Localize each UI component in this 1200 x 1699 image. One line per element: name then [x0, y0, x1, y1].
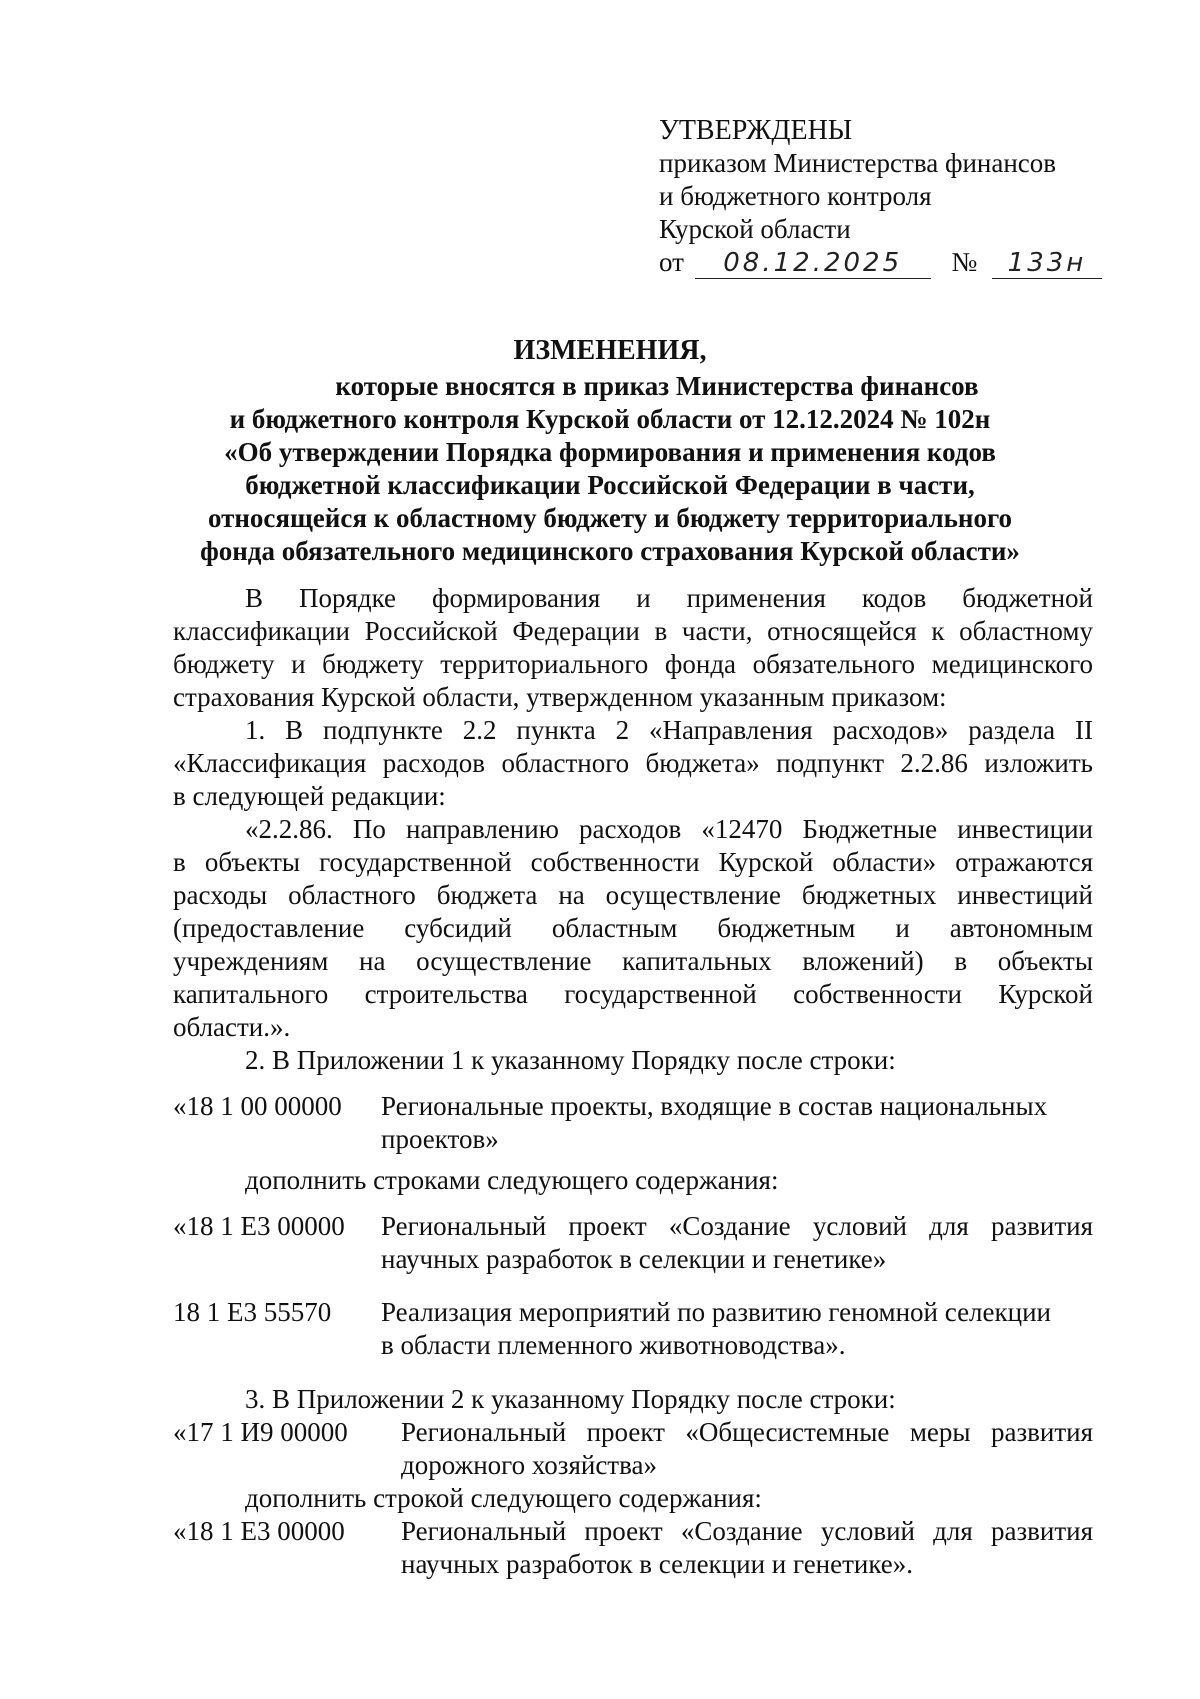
approval-date-line	[659, 246, 1119, 279]
description-line: Реализация мероприятий по развитию геномной селекции	[381, 1297, 1051, 1327]
intro-line: бюджету и бюджету территориального фонда обязательного медицинского	[173, 649, 1093, 679]
heading-line: относящейся к областному бюджету и бюджету территориального	[207, 503, 1013, 533]
description-line: научных разработок в селекции и генетике».	[401, 1549, 914, 1579]
supplement-rows-paragraph	[173, 1164, 1093, 1197]
item-3-paragraph	[173, 1383, 1093, 1416]
supplement-row-paragraph	[173, 1482, 1093, 1515]
quote-line: расходы областного бюджета на осуществление бюджетных инвестиций	[173, 880, 1093, 910]
item-2-line: 2. В Приложении 1 к указанному Порядку после строки:	[245, 1045, 896, 1075]
description-line: научных разработок в селекции и генетике»	[381, 1244, 887, 1274]
budget-code: «18 1 00 00000	[173, 1091, 342, 1121]
heading-line: бюджетной классификации Российской Федерации в части,	[245, 470, 975, 500]
budget-code: «17 1 И9 00000	[173, 1417, 348, 1447]
quote-line: в объекты государственной собственности Курской области» отражаются	[173, 847, 1093, 877]
heading-title: ИЗМЕНЕНИЯ,	[513, 335, 707, 366]
quote-line: области.».	[173, 1012, 291, 1042]
code-description	[381, 1090, 1093, 1156]
description-line: Региональный проект «Создание условий для развития	[381, 1211, 1093, 1241]
code-description	[401, 1515, 1093, 1581]
description-line: дорожного хозяйства»	[401, 1450, 657, 1480]
item-2-paragraph	[173, 1044, 1093, 1077]
quote-line: «2.2.86. По направлению расходов «12470 Бюджетные инвестиции	[245, 814, 1093, 844]
quoted-paragraph	[173, 813, 1093, 1044]
quote-line: учреждениям на осуществление капитальных вложений) в объекты	[173, 946, 1093, 976]
date-prefix: от	[659, 247, 684, 277]
intro-paragraph	[173, 582, 1093, 714]
approval-line-3: Курской области	[659, 214, 851, 244]
heading-line: и бюджетного контроля Курской области от 12.12.2024 № 102н	[229, 404, 991, 434]
item-1-line: в следующей редакции:	[173, 781, 446, 811]
heading-line: которые вносятся в приказ Министерства финансов	[335, 371, 979, 401]
intro-line: страхования Курской области, утвержденном указанным приказом:	[173, 682, 947, 712]
code-row	[173, 1515, 1093, 1581]
description-line: Региональные проекты, входящие в состав национальных	[381, 1091, 1048, 1121]
approval-line-1: приказом Министерства финансов	[659, 148, 1057, 178]
intro-line: классификации Российской Федерации в части, относящейся к областному	[173, 616, 1093, 646]
number-sign: №	[951, 247, 978, 277]
item-3-line: 3. В Приложении 2 к указанному Порядку после строки:	[245, 1384, 896, 1414]
budget-code: 18 1 E3 55570	[173, 1297, 332, 1327]
heading-line: «Об утверждении Порядка формирования и применения кодов	[224, 437, 996, 467]
handwritten-date: 08.12.2025	[695, 248, 931, 279]
budget-code: «18 1 E3 00000	[173, 1516, 345, 1546]
code-description	[381, 1210, 1093, 1276]
item-1-line: «Классификация расходов областного бюджета» подпункт 2.2.86 изложить	[173, 748, 1093, 778]
code-row	[173, 1210, 1093, 1276]
budget-code: «18 1 E3 00000	[173, 1211, 345, 1241]
supplement-line: дополнить строками следующего содержания:	[245, 1165, 779, 1195]
code-row	[173, 1296, 1093, 1362]
approval-line-2: и бюджетного контроля	[659, 181, 932, 211]
code-row	[173, 1090, 1093, 1156]
intro-line: В Порядке формирования и применения кодов бюджетной	[245, 583, 1093, 613]
approval-stamp-block	[659, 114, 1119, 279]
document-heading	[160, 334, 1060, 568]
description-line: в области племенного животноводства».	[381, 1330, 846, 1360]
quote-line: капитального строительства государственной собственности Курской	[173, 979, 1093, 1009]
code-description	[401, 1416, 1093, 1482]
supplement-line: дополнить строкой следующего содержания:	[245, 1483, 762, 1513]
approval-title: УТВЕРЖДЕНЫ	[659, 115, 853, 146]
item-1-line: 1. В подпункте 2.2 пункта 2 «Направления расходов» раздела II	[245, 715, 1093, 745]
code-row	[173, 1416, 1093, 1482]
quote-line: (предоставление субсидий областным бюджетным и автономным	[173, 913, 1093, 943]
heading-line: фонда обязательного медицинского страхования Курской области»	[200, 536, 1020, 566]
description-line: проектов»	[381, 1124, 499, 1154]
description-line: Региональный проект «Общесистемные меры развития	[401, 1417, 1093, 1447]
description-line: Региональный проект «Создание условий для развития	[401, 1516, 1093, 1546]
code-description	[381, 1296, 1093, 1362]
item-1-paragraph	[173, 714, 1093, 813]
handwritten-number: 133н	[992, 248, 1102, 279]
